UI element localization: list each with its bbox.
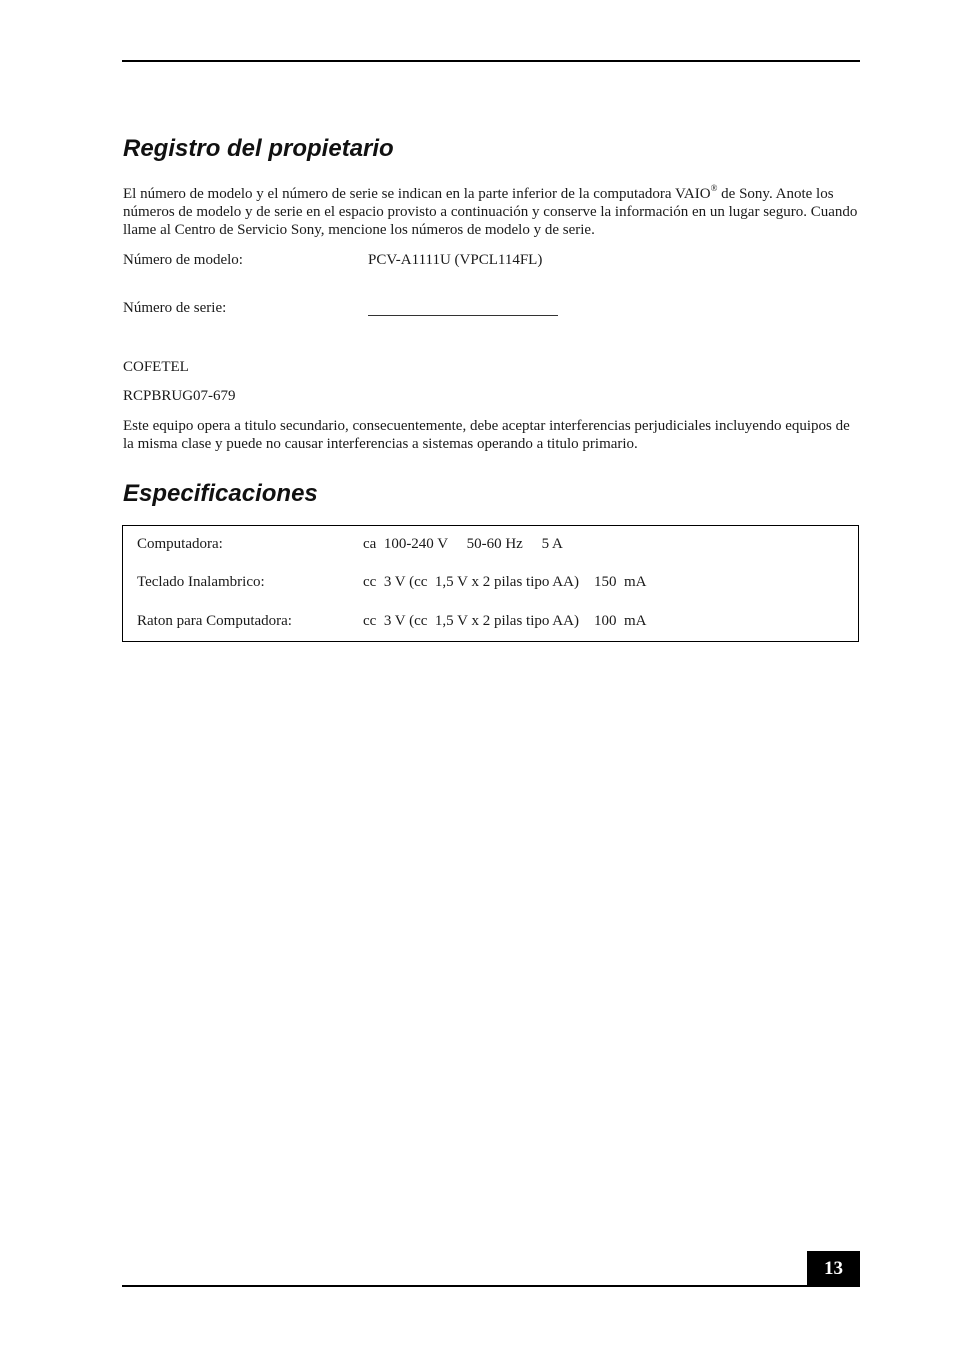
intro-text-start: El número de modelo y el número de serie se indican en la parte inferior de la computadora VAIO (123, 186, 711, 202)
spec-value: ca 100-240 V 50-60 Hz 5 A (363, 536, 563, 552)
especificaciones-heading: Especificaciones (123, 480, 318, 507)
specifications-table (122, 525, 859, 642)
page-number: 13 (807, 1251, 860, 1287)
serial-label: Número de serie: (123, 300, 227, 316)
spec-label: Teclado Inalambrico: (137, 574, 265, 590)
registered-mark: ® (710, 183, 718, 193)
spec-value: cc 3 V (cc 1,5 V x 2 pilas tipo AA) 150 mA (363, 574, 647, 590)
registro-intro (123, 185, 863, 239)
serial-blank-line (368, 315, 558, 316)
intro-text-end: de Sony. Anote los números de modelo y de serie en el espacio provisto a continuación y conserve la información en un lugar seguro. Cuando llame al Centro de Servicio Sony, mencione los números de modelo y de serie. (123, 186, 858, 238)
model-value: PCV-A1111U (VPCL114FL) (368, 252, 543, 268)
spec-row (137, 574, 837, 592)
spec-label: Raton para Computadora: (137, 613, 292, 629)
footer-rule (122, 1285, 860, 1287)
interference-notice: Este equipo opera a titulo secundario, consecuentemente, debe aceptar interferencias perjudiciales incluyendo equipos de la misma clase y puede no causar interferencias a sistemas operando a titulo primario. (123, 418, 850, 452)
spec-label: Computadora: (137, 536, 223, 552)
cofetel-code: RCPBRUG07-679 (123, 388, 236, 404)
model-label: Número de modelo: (123, 252, 243, 268)
spec-row (137, 613, 837, 631)
spec-row (137, 536, 837, 554)
registro-heading: Registro del propietario (123, 135, 394, 162)
spec-value: cc 3 V (cc 1,5 V x 2 pilas tipo AA) 100 mA (363, 613, 647, 629)
header-rule (122, 60, 860, 62)
cofetel-label: COFETEL (123, 359, 189, 375)
